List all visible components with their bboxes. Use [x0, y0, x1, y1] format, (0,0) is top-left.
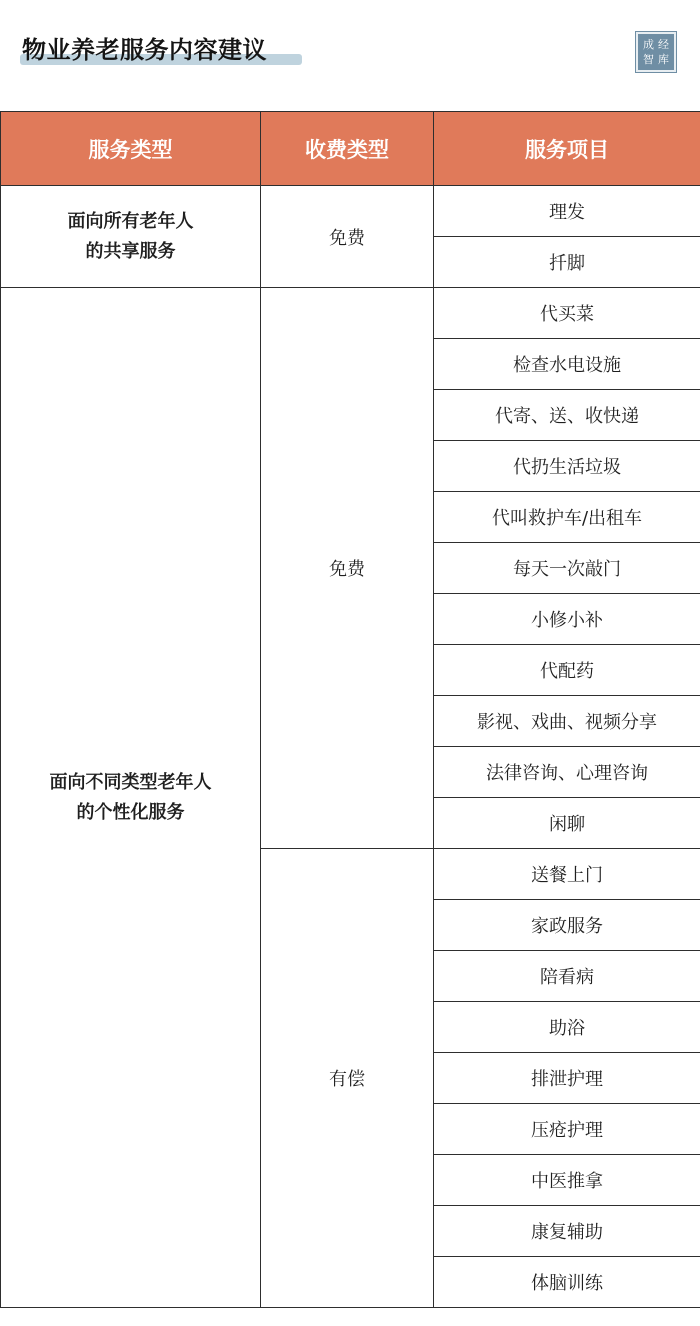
service-item-cell: 送餐上门: [434, 849, 700, 900]
service-item-cell: 陪看病: [434, 951, 700, 1002]
service-item-cell: 理发: [434, 186, 700, 237]
service-type-line: 的共享服务: [85, 240, 176, 262]
service-type-line: 的个性化服务: [76, 801, 185, 823]
logo-char: 智: [643, 52, 654, 66]
table-row: [1, 288, 700, 339]
service-item-cell: 扦脚: [434, 237, 700, 288]
service-item-cell: 法律咨询、心理咨询: [434, 747, 700, 798]
logo-char: 经: [658, 37, 669, 51]
service-item-cell: 压疮护理: [434, 1104, 700, 1155]
table-row: [1, 186, 700, 237]
service-item-cell: 影视、戏曲、视频分享: [434, 696, 700, 747]
service-item-cell: 代叫救护车/出租车: [434, 492, 700, 543]
service-item-cell: 小修小补: [434, 594, 700, 645]
brand-logo: [636, 32, 676, 72]
header-service-type: 服务类型: [1, 112, 261, 186]
service-item-cell: 检查水电设施: [434, 339, 700, 390]
service-item-cell: 排泄护理: [434, 1053, 700, 1104]
fee-type-cell: 免费: [261, 288, 434, 849]
fee-type-cell: 免费: [261, 186, 434, 288]
service-item-cell: 代寄、送、收快递: [434, 390, 700, 441]
service-item-cell: 家政服务: [434, 900, 700, 951]
service-item-cell: 每天一次敲门: [434, 543, 700, 594]
logo-char: 库: [658, 52, 669, 66]
fee-type-cell: 有偿: [261, 849, 434, 1308]
page-title: 物业养老服务内容建议: [22, 36, 267, 64]
service-item-cell: 代买菜: [434, 288, 700, 339]
logo-char: 成: [643, 37, 654, 51]
service-item-cell: 代扔生活垃圾: [434, 441, 700, 492]
header-fee-type: 收费类型: [261, 112, 434, 186]
service-type-cell: [1, 288, 261, 1308]
service-item-cell: 助浴: [434, 1002, 700, 1053]
service-type-line: 面向所有老年人: [67, 210, 194, 232]
service-type-line: 面向不同类型老年人: [49, 771, 212, 793]
service-item-cell: 代配药: [434, 645, 700, 696]
service-item-cell: 中医推拿: [434, 1155, 700, 1206]
table-header-row: [1, 112, 700, 186]
service-type-cell: [1, 186, 261, 288]
page-header: [0, 0, 700, 111]
service-item-cell: 体脑训练: [434, 1257, 700, 1308]
service-item-cell: 闲聊: [434, 798, 700, 849]
service-table: [0, 111, 700, 1308]
service-item-cell: 康复辅助: [434, 1206, 700, 1257]
header-service-item: 服务项目: [434, 112, 700, 186]
